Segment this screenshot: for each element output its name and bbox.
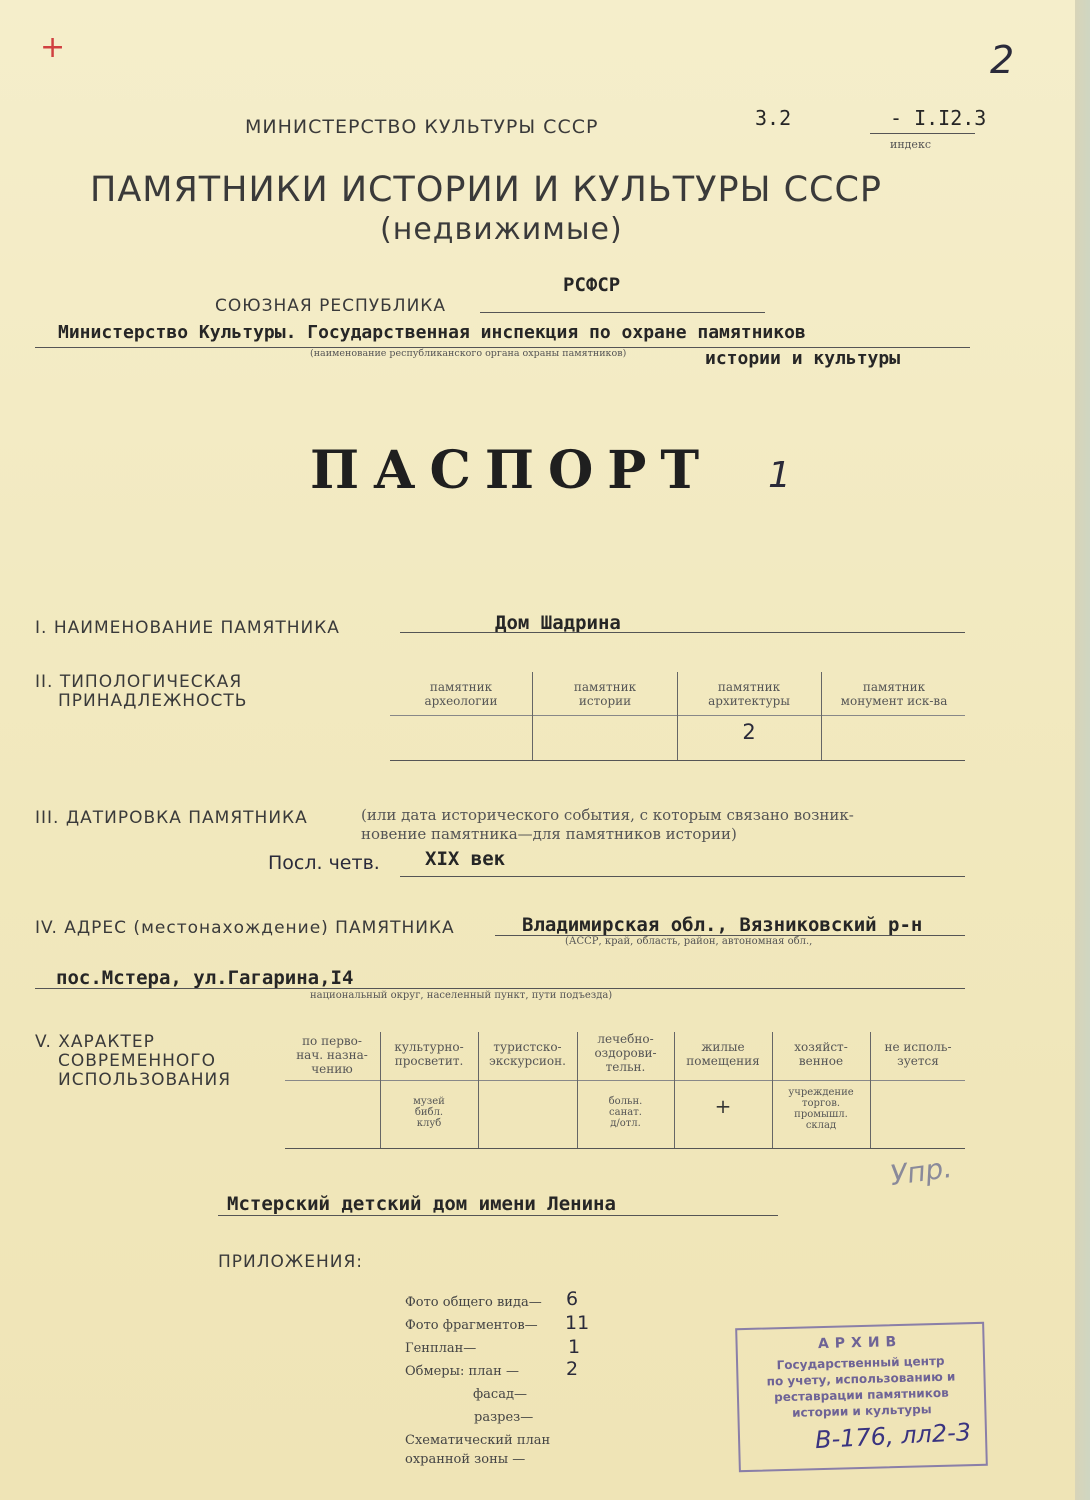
type-header-architecture: памятник архитектуры <box>708 680 790 708</box>
margin-note: Упр. <box>888 1150 955 1193</box>
republic-underline <box>480 312 765 313</box>
sec1-underline <box>400 632 965 633</box>
attachment-value: 1 <box>568 1336 581 1358</box>
attachments-label: ПРИЛОЖЕНИЯ: <box>218 1252 364 1272</box>
sec4-caption-1: (АССР, край, область, район, автономная обл., <box>565 936 813 947</box>
stamp-line: по учету, использованию и <box>766 1369 956 1389</box>
use-sub-medical: больн. санат. д/отл. <box>608 1096 643 1129</box>
attachment-label: Фото общего вида— <box>405 1295 542 1310</box>
sec3-note-1: (или дата исторического события, с которым связано возник- <box>361 806 854 824</box>
corner-mark: + <box>40 30 66 65</box>
attachment-label: Схематический план <box>405 1433 551 1448</box>
sec4-underline-2 <box>35 988 965 989</box>
attachment-value: 2 <box>566 1358 579 1380</box>
stamp-line: истории и культуры <box>791 1402 932 1420</box>
sec3-value: XIX век <box>425 848 506 870</box>
type-header-archaeology: памятник археологии <box>424 680 498 708</box>
sec3-handwritten: Посл. четв. <box>268 852 380 874</box>
sec4-value-2: пос.Мстера, ул.Гагарина,I4 <box>56 967 354 989</box>
attachment-label: охранной зоны — <box>405 1452 526 1467</box>
use-sub-cultural: музей библ. клуб <box>413 1096 445 1129</box>
stamp-line: Государственный центр <box>776 1353 945 1373</box>
use-header-medical: лечебно- оздорови- тельн. <box>594 1032 657 1074</box>
index-left: 3.2 <box>755 106 792 130</box>
sec4-caption-2: национальный округ, населенный пункт, пути подъезда) <box>310 990 613 1001</box>
republic-value: РСФСР <box>563 274 621 296</box>
attachment-label: разрез— <box>474 1410 534 1425</box>
index-right: - I.I2.3 <box>890 106 987 130</box>
attachment-label: Генплан— <box>405 1341 477 1356</box>
stamp-number: В-176, лл2-3 <box>814 1417 972 1455</box>
index-underline <box>870 133 975 134</box>
use-header-original: по перво- нач. назна- чению <box>296 1034 368 1076</box>
sec3-note-2: новение памятника—для памятников истории) <box>361 825 737 843</box>
main-title: ПАМЯТНИКИ ИСТОРИИ И КУЛЬТУРЫ СССР <box>90 170 883 210</box>
attachment-label: Обмеры: план — <box>405 1364 519 1379</box>
use-header-cultural: культурно- просветит. <box>394 1040 464 1068</box>
ministry-header: МИНИСТЕРСТВО КУЛЬТУРЫ СССР <box>245 116 599 138</box>
stamp-title: АРХИВ <box>817 1333 903 1353</box>
use-header-tourist: туристско- экскурсион. <box>489 1040 566 1068</box>
sec4-label: IV. АДРЕС (местонахождение) ПАМЯТНИКА <box>35 918 455 938</box>
sec5-label-2: СОВРЕМЕННОГО <box>58 1051 217 1071</box>
index-label: индекс <box>890 138 931 151</box>
attachment-value: 11 <box>565 1312 590 1334</box>
sec1-label: I. НАИМЕНОВАНИЕ ПАМЯТНИКА <box>35 618 340 638</box>
use-header-residential: жилые помещения <box>686 1040 760 1068</box>
doc-number: 1 <box>768 455 791 496</box>
current-use-value: Мстерский детский дом имени Ленина <box>227 1193 616 1215</box>
sec3-underline <box>400 876 965 877</box>
use-header-economic: хозяйст- венное <box>794 1040 848 1068</box>
sec1-value: Дом Шадрина <box>495 612 621 634</box>
sec5-label-3: ИСПОЛЬЗОВАНИЯ <box>58 1070 232 1090</box>
attachment-label: фасад— <box>473 1387 527 1402</box>
use-header-unused: не исполь- зуется <box>884 1040 952 1068</box>
use-sub-economic: учреждение торгов. промышл. склад <box>788 1087 854 1131</box>
doc-title: ПАСПОРТ <box>310 440 714 501</box>
attachment-value: 6 <box>566 1288 579 1310</box>
type-header-history: памятник истории <box>573 680 637 708</box>
organ-caption: (наименование республиканского органа охраны памятников) <box>310 348 627 359</box>
sec3-label: III. ДАТИРОВКА ПАМЯТНИКА <box>35 808 308 828</box>
type-value-architecture: 2 <box>742 720 756 744</box>
sec2-label-2: ПРИНАДЛЕЖНОСТЬ <box>58 691 248 711</box>
organ-line-1: Министерство Культуры. Государственная инспекция по охране памятников <box>58 322 806 343</box>
use-sub-residential: + <box>714 1094 732 1118</box>
stamp-line: реставрации памятников <box>773 1385 949 1405</box>
attachment-label: Фото фрагментов— <box>405 1318 538 1333</box>
paper-edge <box>1075 0 1090 1500</box>
sec4-value-1: Владимирская обл., Вязниковский р-н <box>522 914 923 936</box>
organ-line-2: истории и культуры <box>705 348 901 369</box>
type-header-art: памятник монумент иск-ва <box>840 680 948 708</box>
subtitle: (недвижимые) <box>380 212 623 247</box>
sheet-number: 2 <box>990 38 1015 82</box>
sec5-label-1: V. ХАРАКТЕР <box>35 1032 155 1052</box>
sec2-label-1: II. ТИПОЛОГИЧЕСКАЯ <box>35 672 243 692</box>
current-use-underline <box>218 1215 778 1216</box>
republic-label: СОЮЗНАЯ РЕСПУБЛИКА <box>215 296 446 316</box>
